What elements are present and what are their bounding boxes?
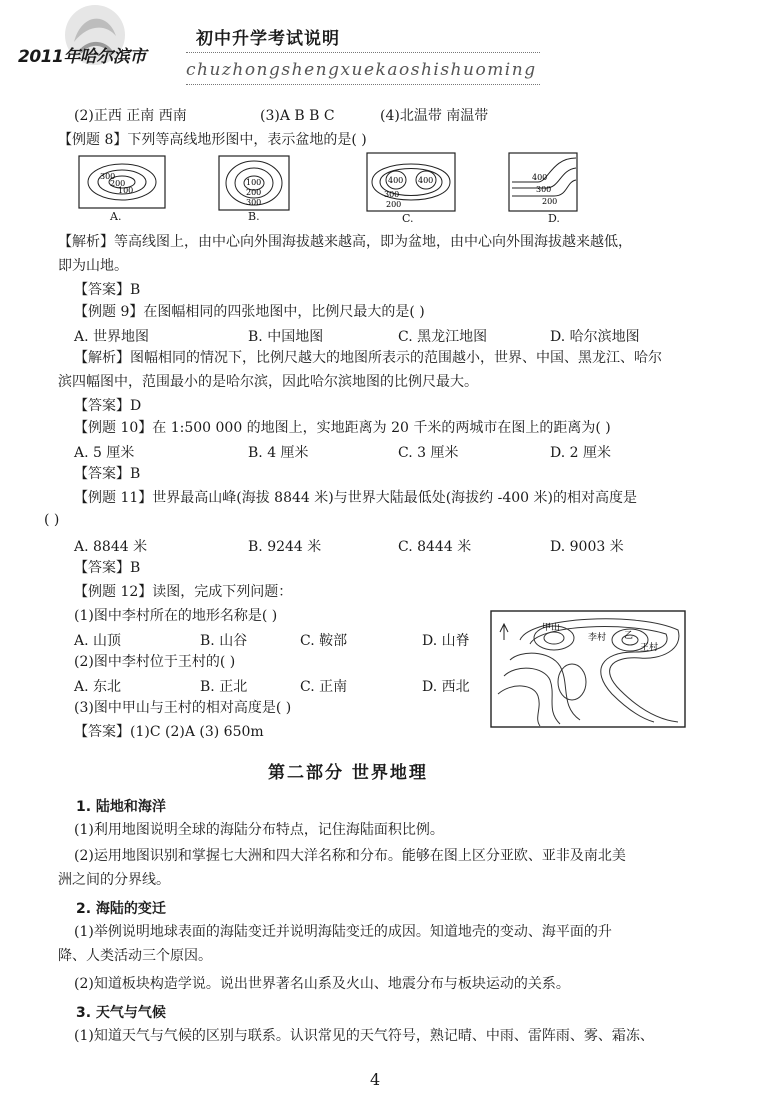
q12-1-option-d: D. 山脊 — [422, 633, 470, 649]
topic-2-heading: 2. 海陆的变迁 — [76, 901, 166, 917]
contour-map-village — [490, 610, 686, 728]
analysis-8-line-2: 即为山地。 — [58, 258, 128, 274]
contour-map-b — [218, 155, 290, 211]
question-11-line-1: 【例题 11】世界最高山峰(海拔 8844 米)与世界大陆最低处(海拔约 -400 米)的相对高度是 — [74, 490, 637, 506]
topic-1-item-1: (1)利用地图说明全球的海陆分布特点，记住海陆面积比例。 — [74, 822, 444, 838]
question-12-part-3: (3)图中甲山与王村的相对高度是( ) — [74, 700, 292, 716]
contour-value: 400 — [418, 176, 434, 185]
q10-option-d: D. 2 厘米 — [550, 445, 611, 461]
contour-value: 400 — [532, 173, 548, 182]
question-9: 【例题 9】在图幅相同的四张地图中，比例尺最大的是( ) — [74, 304, 425, 320]
header-rule-bottom — [186, 84, 540, 85]
q9-option-a: A. 世界地图 — [74, 329, 150, 345]
q12-2-option-d: D. 西北 — [422, 679, 470, 695]
q10-option-c: C. 3 厘米 — [398, 445, 459, 461]
contour-value: 300 — [536, 185, 552, 194]
contour-value: 100 — [118, 186, 134, 195]
topic-3-heading: 3. 天气与气候 — [76, 1005, 166, 1021]
contour-value: 200 — [110, 179, 126, 188]
topic-2-item-2: (2)知道板块构造学说。说出世界著名山系及火山、地震分布与板块运动的关系。 — [74, 976, 570, 992]
q12-2-option-a: A. 东北 — [74, 679, 122, 695]
analysis-8-line-1: 【解析】等高线图上，由中心向外围海拔越来越高，即为盆地，由中心向外围海拔越来越低， — [58, 234, 632, 250]
q11-option-b: B. 9244 米 — [248, 539, 322, 555]
figure-label-b: B. — [248, 210, 260, 223]
q9-option-b: B. 中国地图 — [248, 329, 324, 345]
question-8: 【例题 8】下列等高线地形图中，表示盆地的是( ) — [58, 132, 367, 148]
contour-value: 300 — [100, 172, 116, 181]
q12-2-option-c: C. 正南 — [300, 679, 348, 695]
contour-value: 100 — [246, 178, 262, 187]
q10-option-a: A. 5 厘米 — [74, 445, 135, 461]
year-city: 2011年哈尔滨市 — [18, 47, 146, 67]
q12-1-option-c: C. 鞍部 — [300, 633, 348, 649]
map-label-wangcun: 王村 — [640, 643, 659, 653]
question-10: 【例题 10】在 1:500 000 的地图上，实地距离为 20 千米的两城市在图上的距离为( ) — [74, 420, 611, 436]
figure-label-a: A. — [110, 210, 122, 223]
question-12-part-1: (1)图中李村所在的地形名称是( ) — [74, 608, 278, 624]
page-number: 4 — [370, 1070, 381, 1089]
question-11-line-2: ( ) — [44, 512, 60, 528]
header-title: 初中升学考试说明 — [196, 29, 340, 49]
q11-option-d: D. 9003 米 — [550, 539, 624, 555]
answer-11: 【答案】B — [74, 560, 141, 576]
question-12-part-2: (2)图中李村位于王村的( ) — [74, 654, 236, 670]
answer-8: 【答案】B — [74, 282, 141, 298]
section-title: 第二部分 世界地理 — [268, 763, 428, 783]
topic-2-item-1-line-2: 降、人类活动三个原因。 — [58, 948, 212, 964]
contour-value: 200 — [386, 200, 402, 209]
contour-value: 200 — [246, 188, 262, 197]
q12-1-option-b: B. 山谷 — [200, 633, 248, 649]
answer-12: 【答案】(1)C (2)A (3) 650m — [74, 724, 264, 740]
q9-option-d: D. 哈尔滨地图 — [550, 329, 640, 345]
contour-map-d — [508, 152, 578, 212]
page-header — [0, 0, 760, 90]
topic-3-item-1: (1)知道天气与气候的区别与联系。认识常见的天气符号，熟记晴、中雨、雷阵雨、雾、霜冻、 — [74, 1028, 654, 1044]
q11-option-a: A. 8844 米 — [74, 539, 148, 555]
q10-option-b: B. 4 厘米 — [248, 445, 309, 461]
contour-value: 300 — [246, 198, 262, 207]
contour-map-c — [366, 152, 456, 212]
topic-1-item-2-line-2: 洲之间的分界线。 — [58, 872, 170, 888]
q11-option-c: C. 8444 米 — [398, 539, 472, 555]
q9-option-c: C. 黑龙江地图 — [398, 329, 488, 345]
answer-10: 【答案】B — [74, 466, 141, 482]
topic-2-item-1-line-1: (1)举例说明地球表面的海陆变迁并说明海陆变迁的成因。知道地壳的变动、海平面的升 — [74, 924, 612, 940]
analysis-9-line-2: 滨四幅图中，范围最小的是哈尔滨，因此哈尔滨地图的比例尺最大。 — [58, 374, 478, 390]
map-label-jiashan: 甲山 — [542, 623, 561, 633]
topic-1-item-2-line-1: (2)运用地图识别和掌握七大洲和四大洋名称和分布。能够在图上区分亚欧、亚非及南北美 — [74, 848, 626, 864]
q12-2-option-b: B. 正北 — [200, 679, 248, 695]
answer-9: 【答案】D — [74, 398, 142, 414]
map-label-yi: 乙 — [624, 631, 634, 641]
header-subtitle: chuzhongshengxuekaoshishuoming — [186, 60, 537, 80]
header-rule — [186, 52, 540, 53]
topic-1-heading: 1. 陆地和海洋 — [76, 799, 166, 815]
question-12: 【例题 12】读图，完成下列问题： — [74, 584, 293, 600]
answer-line-4: (4)北温带 南温带 — [380, 108, 489, 124]
figure-label-c: C. — [402, 212, 414, 225]
contour-value: 300 — [384, 190, 400, 199]
answer-line-3: (3)A B B C — [260, 108, 335, 124]
q12-1-option-a: A. 山顶 — [74, 633, 122, 649]
answer-line-2: (2)正西 正南 西南 — [74, 108, 187, 124]
map-label-licun: 李村 — [588, 633, 607, 643]
analysis-9-line-1: 【解析】图幅相同的情况下，比例尺越大的地图所表示的范围越小，世界、中国、黑龙江、哈尔 — [74, 350, 662, 366]
figure-label-d: D. — [548, 212, 560, 225]
contour-value: 400 — [388, 176, 404, 185]
contour-value: 200 — [542, 197, 558, 206]
contour-map-a — [78, 155, 166, 209]
